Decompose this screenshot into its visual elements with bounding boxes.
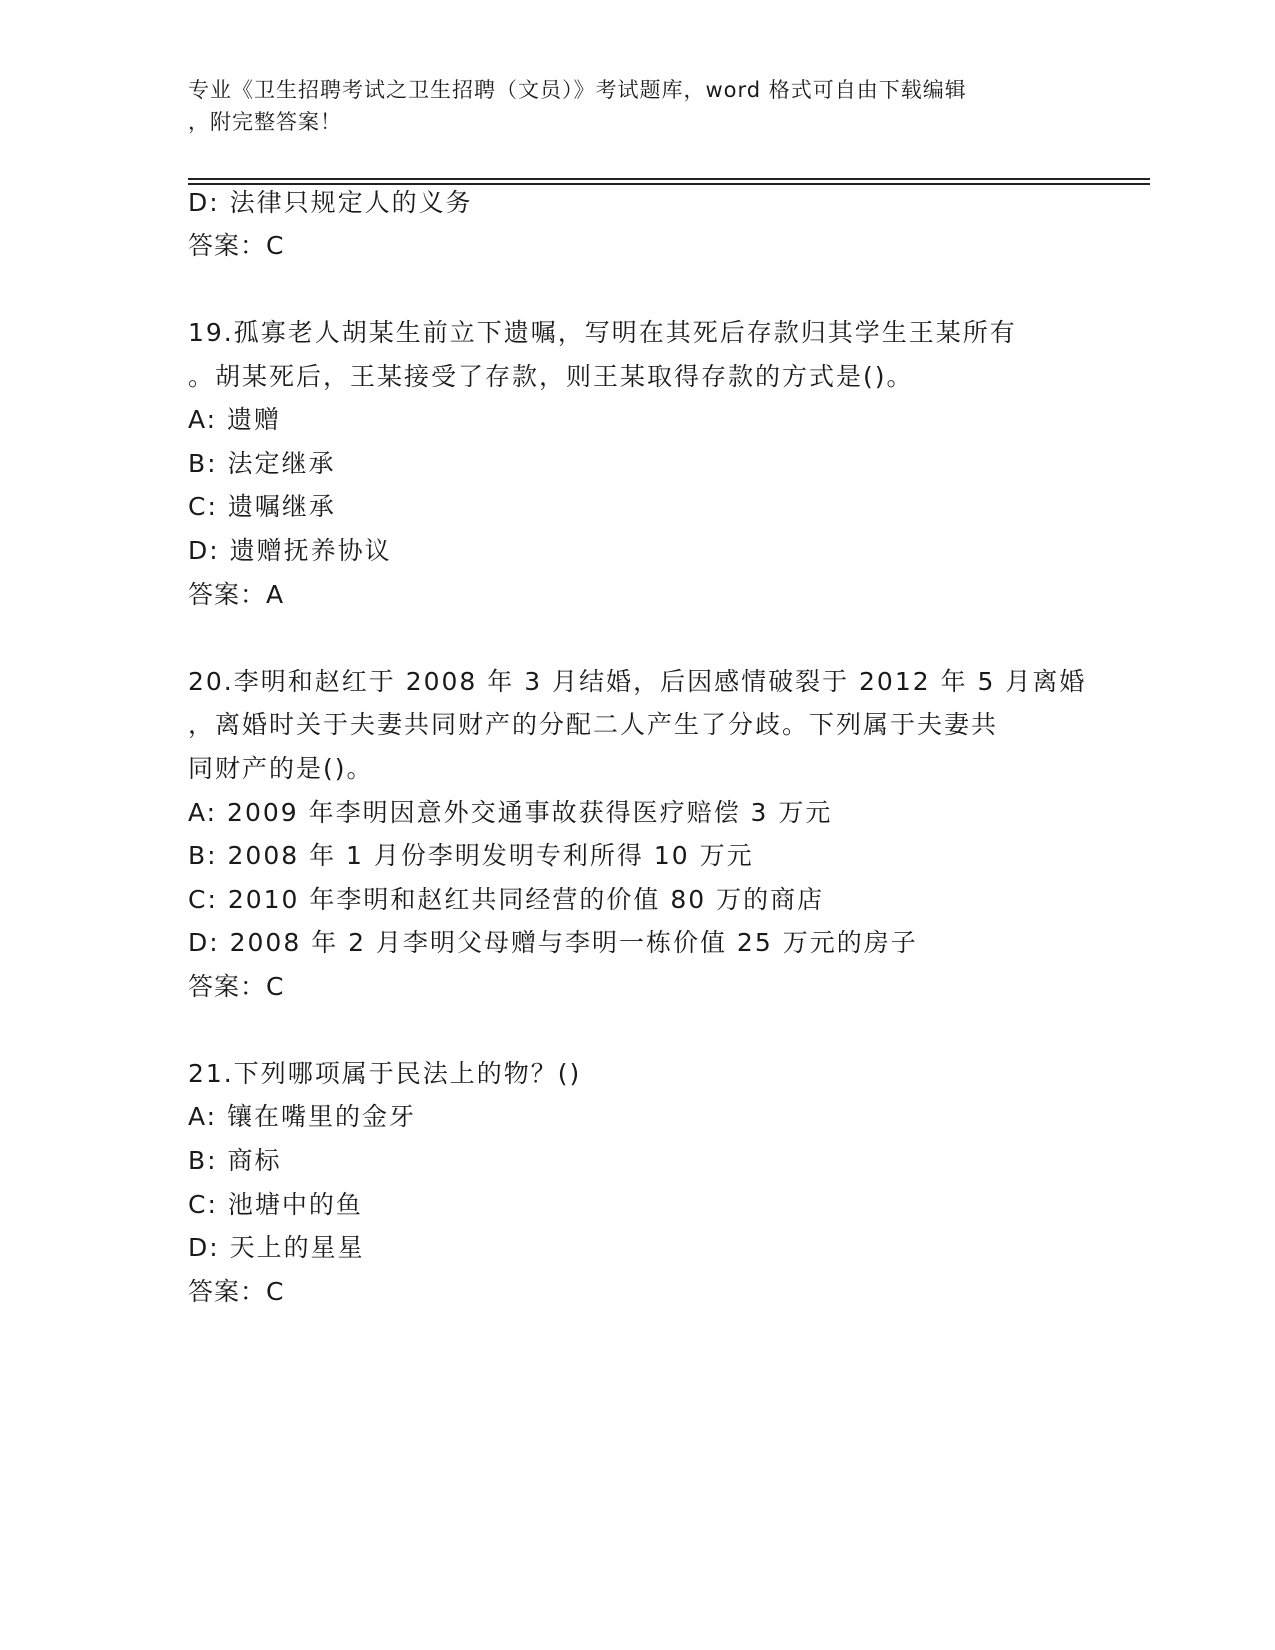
q21-option-b: B: 商标 [188,1146,282,1175]
q19-option-a: A: 遗赠 [188,405,282,434]
q19-option-b: B: 法定继承 [188,449,336,478]
header-line-1: 专业《卫生招聘考试之卫生招聘（文员）》考试题库，word 格式可自由下载编辑 [188,78,967,102]
q20-option-c: C: 2010 年李明和赵红共同经营的价值 80 万的商店 [188,885,825,914]
q20-answer: 答案：C [188,972,285,1001]
header-line-2: ，附完整答案！ [188,110,342,134]
prev-option-d: D: 法律只规定人的义务 [188,188,473,217]
q19-option-c: C: 遗嘱继承 [188,492,336,521]
q19-stem-line-1: 19.孤寡老人胡某生前立下遗嘱，写明在其死后存款归其学生王某所有 [188,318,1017,347]
q20-stem-line-2: ，离婚时关于夫妻共同财产的分配二人产生了分歧。下列属于夫妻共 [188,710,999,739]
document-header [188,74,1068,138]
q21-stem-line-1: 21.下列哪项属于民法上的物？() [188,1059,582,1088]
q20-option-b: B: 2008 年 1 月份李明发明专利所得 10 万元 [188,841,754,870]
q21-option-c: C: 池塘中的鱼 [188,1190,363,1219]
q21-option-d: D: 天上的星星 [188,1233,365,1262]
q19-option-d: D: 遗赠抚养协议 [188,536,392,565]
header-divider-top [188,178,1150,180]
q20-stem-line-3: 同财产的是()。 [188,754,374,783]
q20-option-d: D: 2008 年 2 月李明父母赠与李明一栋价值 25 万元的房子 [188,928,918,957]
q19-answer: 答案：A [188,580,285,609]
header-divider-bottom [188,183,1150,185]
prev-answer: 答案：C [188,231,285,260]
q20-option-a: A: 2009 年李明因意外交通事故获得医疗赔偿 3 万元 [188,798,833,827]
q21-answer: 答案：C [188,1277,285,1306]
q19-stem-line-2: 。胡某死后，王某接受了存款，则王某取得存款的方式是()。 [188,362,914,391]
q21-option-a: A: 镶在嘴里的金牙 [188,1102,417,1131]
q20-stem-line-1: 20.李明和赵红于 2008 年 3 月结婚，后因感情破裂于 2012 年 5 月离婚 [188,667,1087,696]
